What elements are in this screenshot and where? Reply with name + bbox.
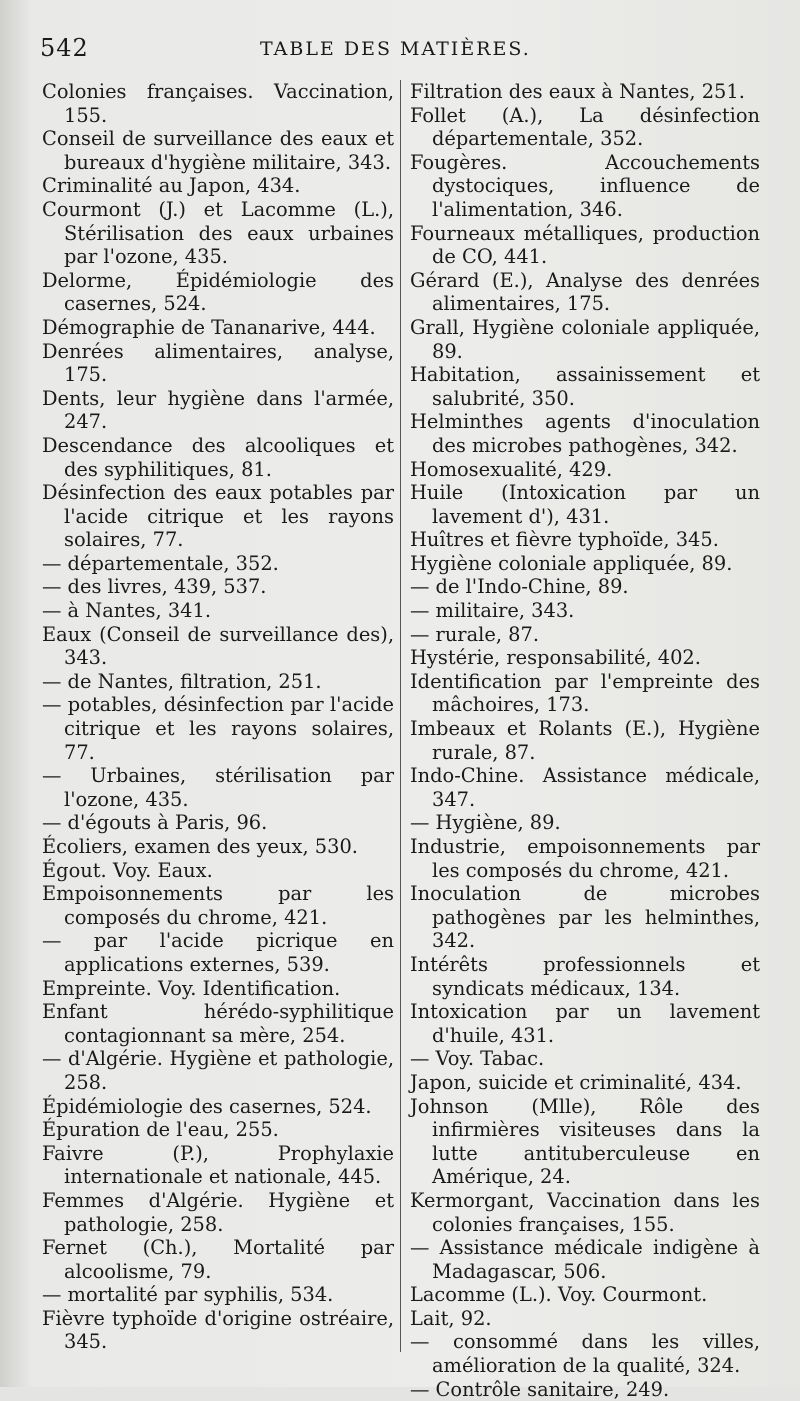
index-entry: Épidémiologie des casernes, 524. bbox=[42, 1094, 372, 1118]
index-entry: Indo-Chine. Assistance médicale, 347. bbox=[410, 764, 760, 811]
index-entry: — rurale, 87. bbox=[410, 622, 539, 646]
index-entry: Fourneaux métalliques, production de CO, 441. bbox=[410, 221, 760, 269]
index-entry: — des livres, 439, 537. bbox=[42, 575, 267, 599]
index-entry: Identification par l'empreinte des mâchoires, 173. bbox=[410, 669, 760, 717]
index-entry: Fernet (Ch.), Mortalité par alcoolisme, 79. bbox=[42, 1236, 394, 1283]
index-entry: Écoliers, examen des yeux, 530. bbox=[42, 835, 358, 858]
index-entry: Gérard (E.), Analyse des denrées alimentaires, 175. bbox=[410, 268, 760, 316]
index-entry: Intérêts professionnels et syndicats médicaux, 134. bbox=[410, 952, 760, 1000]
index-entry: — consommé dans les villes, amélioration de la qualité, 324. bbox=[410, 1330, 760, 1378]
index-entry: Homosexualité, 429. bbox=[410, 457, 613, 481]
running-title: TABLE DES MATIÈRES. bbox=[260, 38, 531, 60]
index-entry: Fièvre typhoïde d'origine ostréaire, 345. bbox=[42, 1306, 394, 1354]
index-entry: — Urbaines, stérilisation par l'ozone, 435. bbox=[42, 764, 394, 811]
index-entry: — Hygiène, 89. bbox=[410, 811, 561, 835]
index-entry: Huîtres et fièvre typhoïde, 345. bbox=[410, 528, 719, 552]
index-entry: — de Nantes, filtration, 251. bbox=[42, 669, 322, 693]
index-entry: Intoxication par un lavement d'huile, 431. bbox=[410, 1000, 760, 1047]
index-entry: — d'Algérie. Hygiène et pathologie, 258. bbox=[42, 1047, 394, 1094]
index-entry: Épuration de l'eau, 255. bbox=[42, 1118, 279, 1142]
index-entry: — Assistance médicale indigène à Madagascar, 506. bbox=[410, 1236, 760, 1283]
index-entry: Follet (A.), La désinfection départementale, 352. bbox=[410, 103, 760, 151]
index-entry: — Contrôle sanitaire, 249. bbox=[410, 1377, 670, 1401]
index-entry: Faivre (P.), Prophylaxie internationale et nationale, 445. bbox=[42, 1141, 394, 1189]
index-entry: Huile (Intoxication par un lavement d'), 431. bbox=[410, 481, 760, 528]
index-entry: Conseil de surveillance des eaux et bureaux d'hygiène militaire, 343. bbox=[42, 127, 394, 174]
index-column-left bbox=[42, 80, 394, 1354]
index-entry: Denrées alimentaires, analyse, 175. bbox=[42, 339, 394, 387]
index-entry: — par l'acide picrique en applications externes, 539. bbox=[42, 929, 394, 976]
index-entry: Fougères. Accouchements dystociques, influence de l'alimentation, 346. bbox=[410, 150, 760, 221]
index-entry: Femmes d'Algérie. Hygiène et pathologie, 258. bbox=[42, 1188, 394, 1236]
index-entry: Hygiène coloniale appliquée, 89. bbox=[410, 551, 733, 575]
index-entry: Hystérie, responsabilité, 402. bbox=[410, 646, 701, 670]
index-entry: — à Nantes, 341. bbox=[42, 599, 212, 623]
page-header bbox=[40, 34, 780, 70]
index-entry: — départementale, 352. bbox=[42, 551, 279, 575]
index-entry: Filtration des eaux à Nantes, 251. bbox=[410, 80, 745, 103]
index-entry: Criminalité au Japon, 434. bbox=[42, 174, 301, 198]
index-entry: Colonies françaises. Vaccination, 155. bbox=[42, 80, 394, 127]
index-entry: Empreinte. Voy. Identification. bbox=[42, 976, 341, 1000]
index-entry: Eaux (Conseil de surveillance des), 343. bbox=[42, 622, 394, 670]
index-entry: — Voy. Tabac. bbox=[410, 1047, 545, 1071]
index-entry: Delorme, Épidémiologie des casernes, 524. bbox=[42, 268, 394, 316]
index-entry: — de l'Indo-Chine, 89. bbox=[410, 575, 629, 599]
index-entry: Désinfection des eaux potables par l'acide citrique et les rayons solaires, 77. bbox=[42, 481, 394, 552]
index-entry: Empoisonnements par les composés du chrome, 421. bbox=[42, 882, 394, 929]
index-entry: Courmont (J.) et Lacomme (L.), Stérilisation des eaux urbaines par l'ozone, 435. bbox=[42, 197, 394, 269]
column-divider bbox=[400, 80, 401, 1352]
index-entry: Lacomme (L.). Voy. Courmont. bbox=[410, 1283, 708, 1307]
page-number: 542 bbox=[40, 34, 89, 62]
index-entry: Inoculation de microbes pathogènes par les helminthes, 342. bbox=[410, 882, 760, 953]
index-entry: Imbeaux et Rolants (E.), Hygiène rurale, 87. bbox=[410, 717, 760, 764]
index-entry: Kermorgant, Vaccination dans les colonies françaises, 155. bbox=[410, 1188, 760, 1236]
index-column-right bbox=[410, 80, 760, 1401]
index-entry: Descendance des alcooliques et des syphilitiques, 81. bbox=[42, 433, 394, 481]
index-entry: — potables, désinfection par l'acide citrique et les rayons solaires, 77. bbox=[42, 693, 394, 764]
index-entry: Grall, Hygiène coloniale appliquée, 89. bbox=[410, 315, 760, 363]
index-entry: Enfant hérédo-syphilitique contagionnant sa mère, 254. bbox=[42, 1000, 394, 1047]
index-entry: Égout. Voy. Eaux. bbox=[42, 858, 213, 882]
index-entry: — d'égouts à Paris, 96. bbox=[42, 811, 268, 835]
index-entry: Habitation, assainissement et salubrité, 350. bbox=[410, 363, 760, 410]
index-entry: Japon, suicide et criminalité, 434. bbox=[410, 1070, 742, 1094]
index-entry: — mortalité par syphilis, 534. bbox=[42, 1283, 334, 1307]
index-entry: Industrie, empoisonnements par les composés du chrome, 421. bbox=[410, 835, 760, 882]
index-entry: Démographie de Tananarive, 444. bbox=[42, 315, 376, 339]
index-entry: Lait, 92. bbox=[410, 1306, 492, 1330]
index-entry: Helminthes agents d'inoculation des microbes pathogènes, 342. bbox=[410, 410, 760, 457]
index-entry: — militaire, 343. bbox=[410, 599, 575, 623]
index-entry: Dents, leur hygiène dans l'armée, 247. bbox=[42, 386, 394, 434]
index-entry: Johnson (Mlle), Rôle des infirmières visiteuses dans la lutte antituberculeuse en Amérique, 24. bbox=[410, 1094, 760, 1189]
